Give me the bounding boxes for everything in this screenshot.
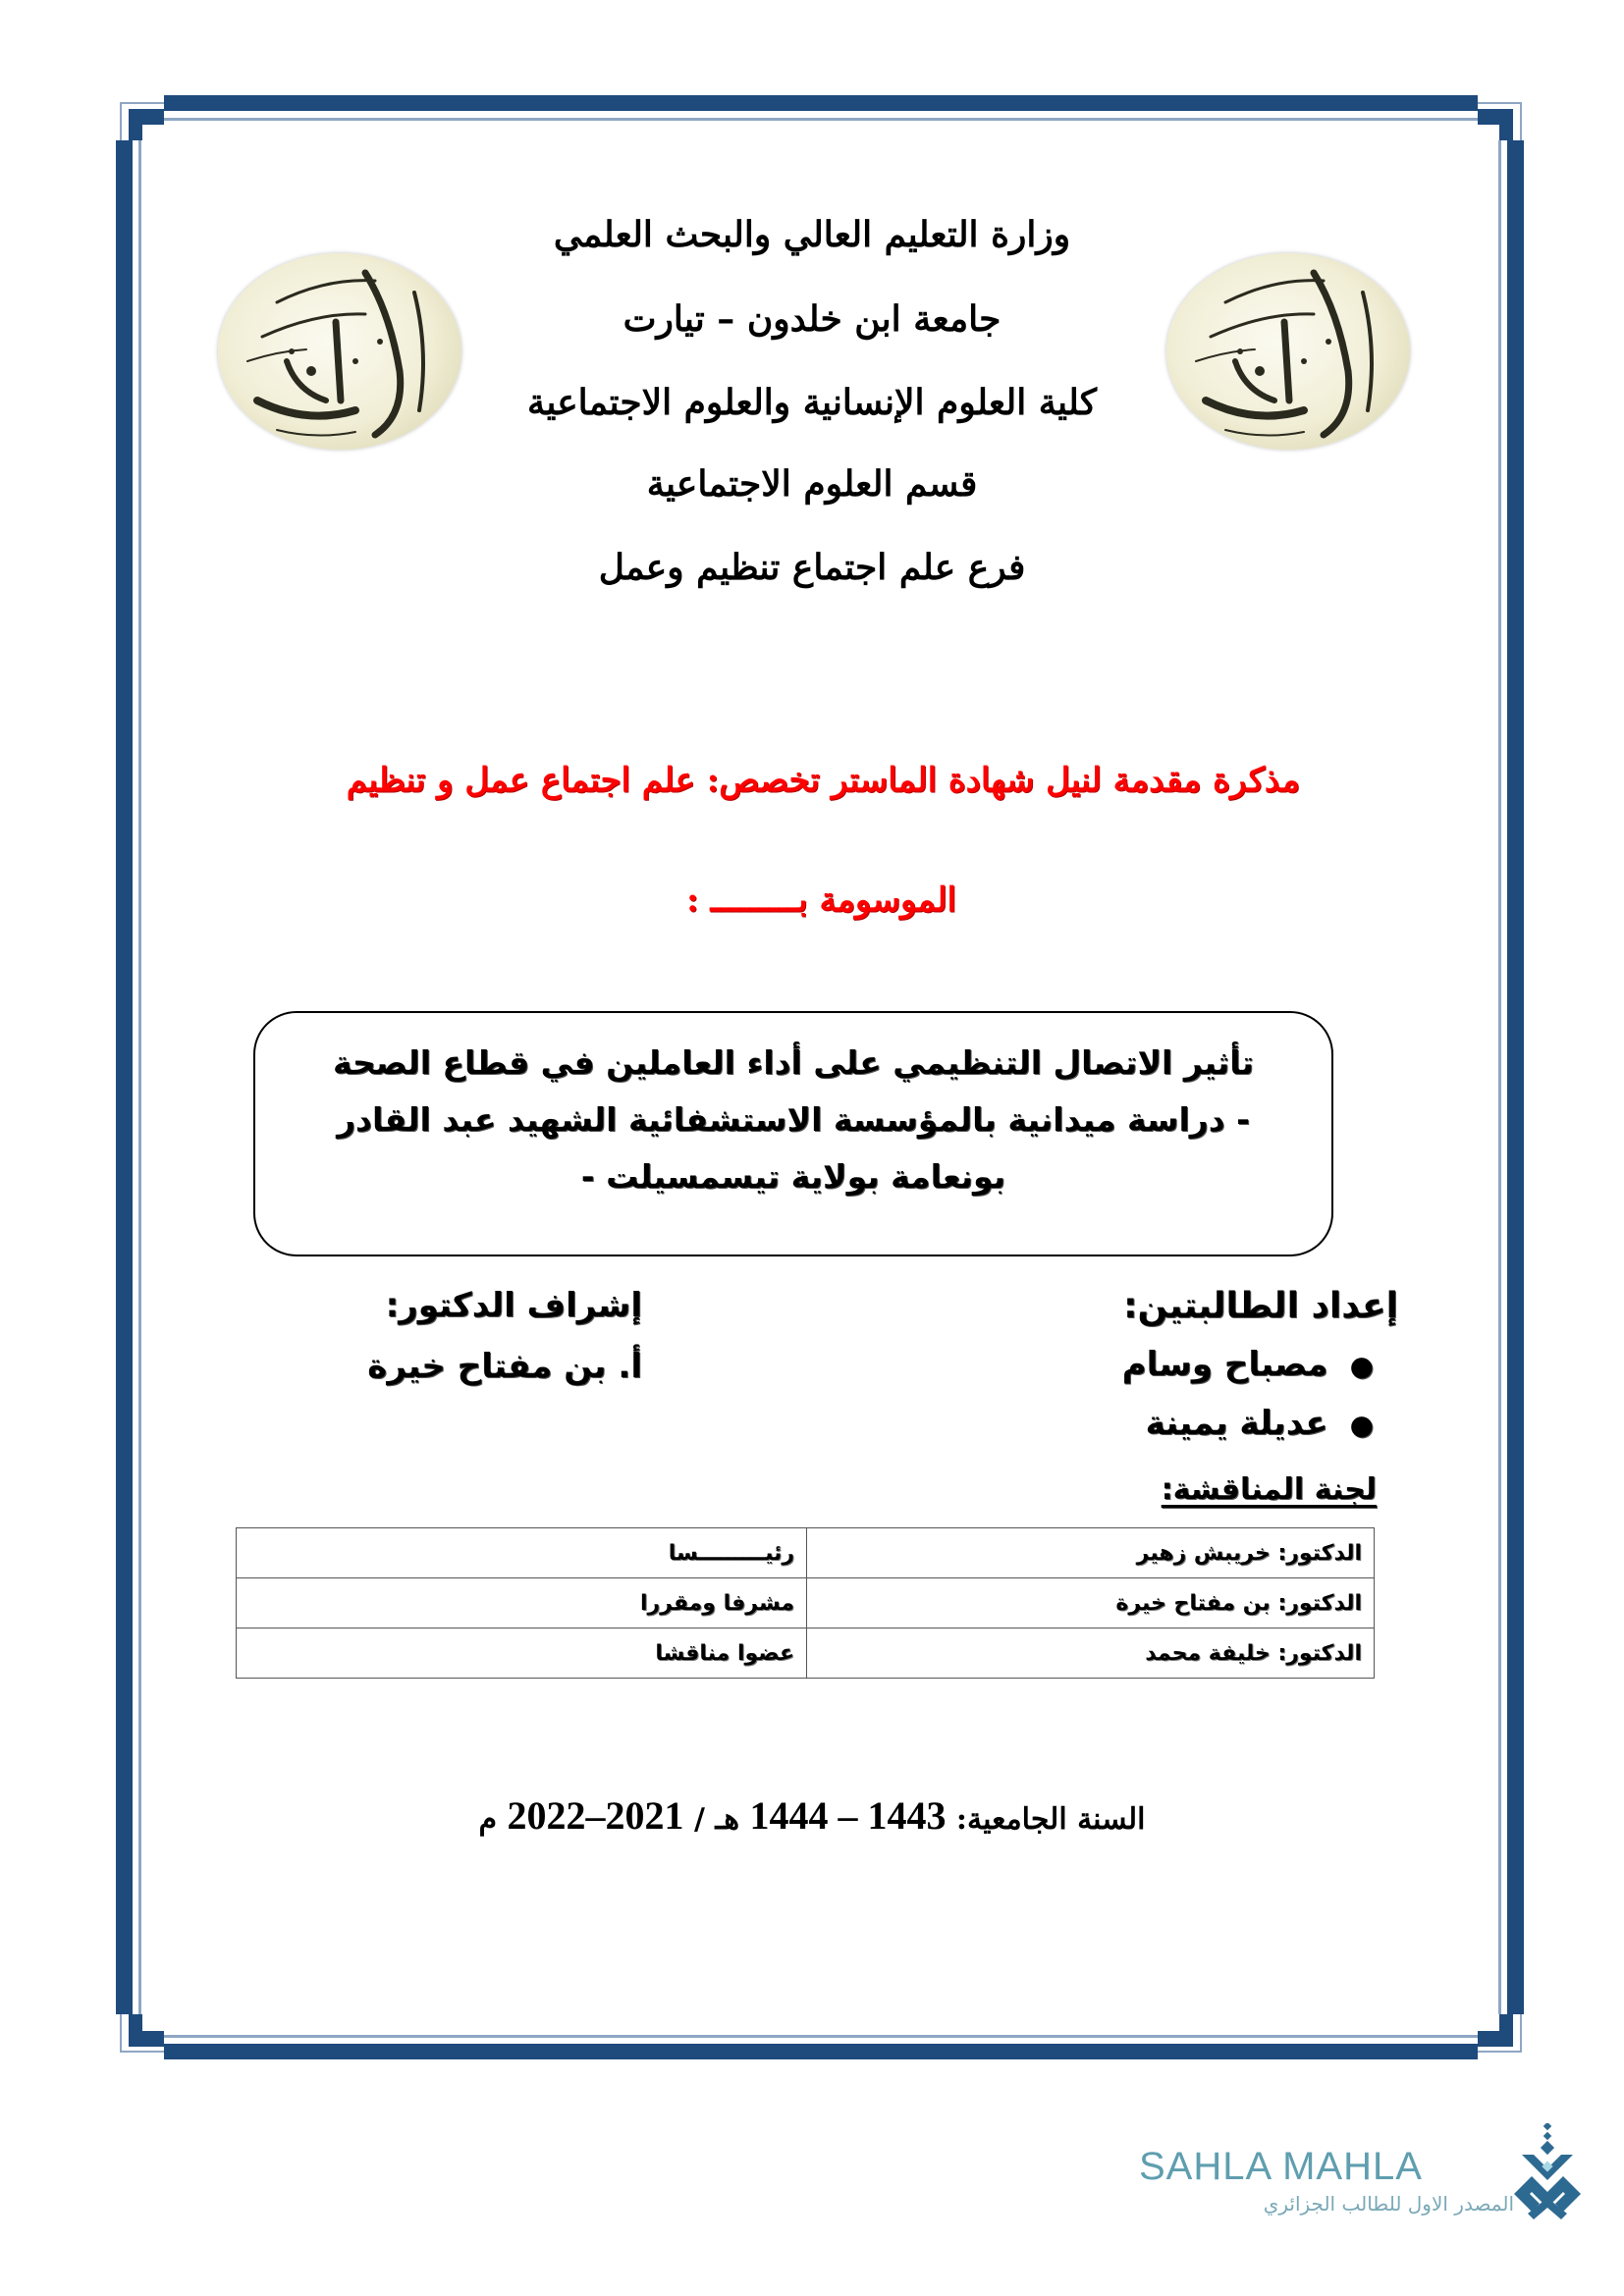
- thesis-title-box: [253, 1011, 1333, 1256]
- committee-member-name: الدكتور: بن مفتاح خيرة: [807, 1578, 1375, 1629]
- frame-corner-tr-outline: [1478, 102, 1522, 140]
- table-row: [237, 1528, 1375, 1578]
- academic-year-label: السنة الجامعية:: [955, 1802, 1146, 1837]
- authors-label: إعداد الطالبتين:: [1123, 1286, 1398, 1326]
- thesis-title: [255, 1035, 1331, 1205]
- academic-year-gregorian: 2021–2022: [507, 1793, 684, 1838]
- student-name: مصباح وسام: [1121, 1345, 1328, 1384]
- department-name: قسم العلوم الاجتماعية: [646, 463, 978, 505]
- sahla-mahla-watermark: [1129, 2145, 1561, 2233]
- thesis-titled-label: الموسومة بـــــــــ :: [686, 881, 956, 920]
- frame-corner-bl-outline: [120, 2014, 164, 2053]
- thesis-title-line-3: بونعامة بولاية تيسمسيلت -: [580, 1157, 1006, 1196]
- supervisor-label: إشراف الدكتور:: [385, 1286, 642, 1325]
- frame-top-thin: [164, 118, 1478, 121]
- committee-member-role: عضوا مناقشا: [237, 1629, 807, 1679]
- frame-bottom-bar: [164, 2044, 1478, 2059]
- bullet-icon: ●: [1349, 1409, 1374, 1441]
- academic-year: [0, 1792, 1624, 1839]
- brand-tagline: المصدر الاول للطالب الجزائري: [1263, 2192, 1514, 2216]
- frame-corner-br-outline: [1478, 2014, 1522, 2053]
- student-item: [1146, 1404, 1374, 1443]
- thesis-title-line-1: تأثير الاتصال التنظيمي على أداء العاملين في قطاع الصحة: [333, 1043, 1254, 1082]
- university-name: جامعة ابن خلدون – تيارت: [623, 298, 1001, 340]
- committee-member-name: الدكتور: خريبش زهير: [807, 1528, 1375, 1578]
- thesis-title-line-2: - دراسة ميدانية بالمؤسسة الاستشفائية الشهيد عبد القادر: [337, 1100, 1250, 1139]
- academic-year-gregorian-suffix: م: [478, 1802, 498, 1837]
- branch-name: فرع علم اجتماع تنظيم وعمل: [598, 547, 1026, 588]
- student-item: [1122, 1345, 1374, 1384]
- committee-member-name: الدكتور: خليفة محمد: [807, 1629, 1375, 1679]
- frame-corner-tl-outline: [120, 102, 164, 140]
- bullet-icon: ●: [1349, 1350, 1374, 1382]
- thesis-purpose: مذكرة مقدمة لنيل شهادة الماستر تخصص: علم اجتماع عمل و تنظيم: [346, 761, 1300, 800]
- sahla-mahla-logo-icon: [1514, 2123, 1583, 2223]
- student-name: عديلة يمينة: [1145, 1404, 1328, 1443]
- committee-label: لجنة المناقشة:: [1161, 1472, 1377, 1507]
- committee-member-role: رئيـــــــــسا: [237, 1528, 807, 1578]
- committee-member-role: مشرفا ومقررا: [237, 1578, 807, 1629]
- faculty-name: كلية العلوم الإنسانية والعلوم الاجتماعية: [527, 382, 1097, 423]
- committee-table: [236, 1527, 1375, 1679]
- table-row: [237, 1578, 1375, 1629]
- academic-year-hijri: 1443 – 1444: [749, 1793, 947, 1838]
- table-row: [237, 1629, 1375, 1679]
- ministry-name: وزارة التعليم العالي والبحث العلمي: [553, 214, 1071, 255]
- brand-name: SAHLA MAHLA: [1139, 2145, 1423, 2188]
- frame-bottom-thin: [164, 2035, 1478, 2038]
- frame-top-bar: [164, 95, 1478, 111]
- academic-year-hijri-suffix: هـ /: [694, 1802, 740, 1837]
- supervisor-name: أ. بن مفتاح خيرة: [367, 1347, 642, 1386]
